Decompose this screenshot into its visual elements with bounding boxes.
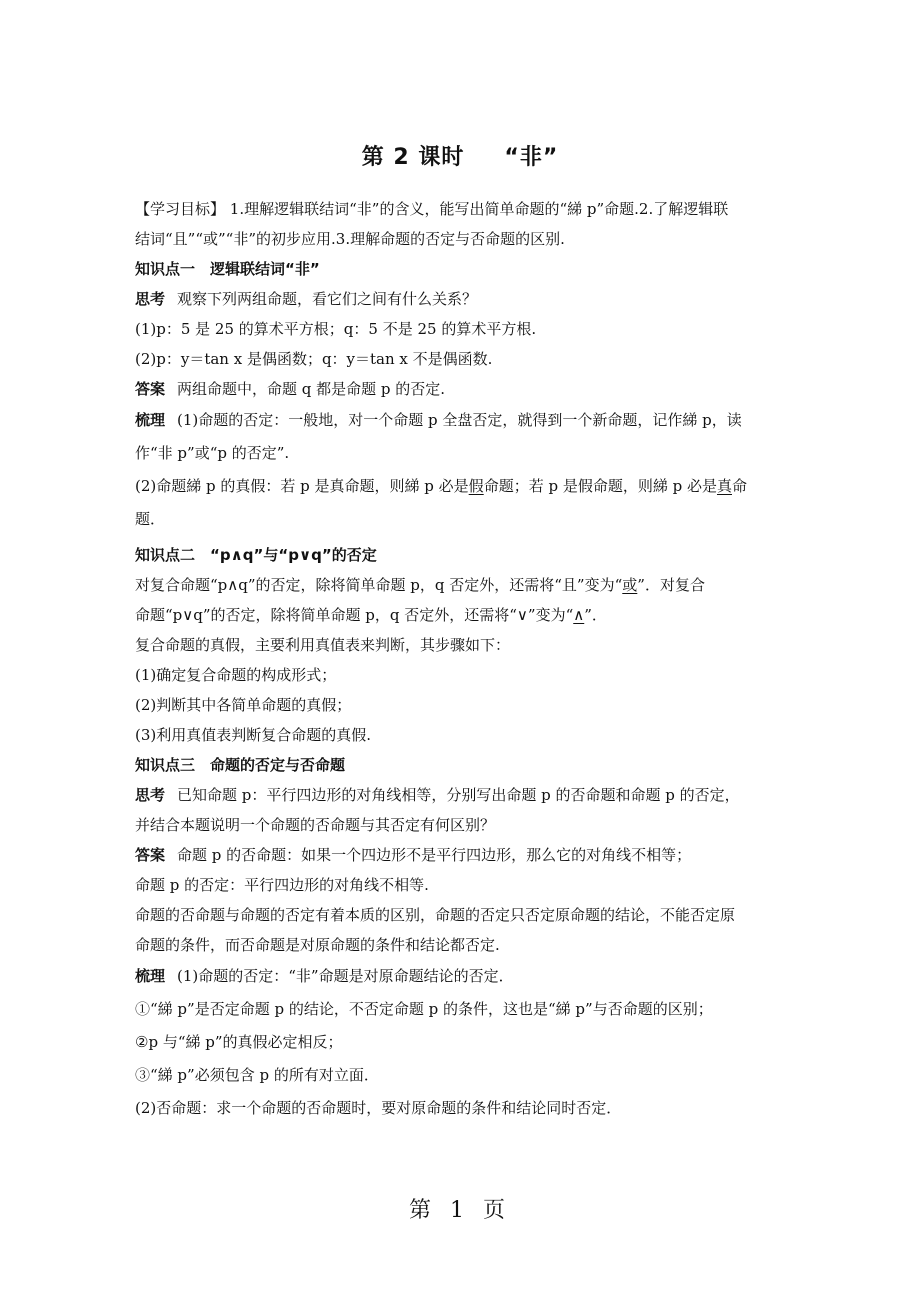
learning-goals-line-1 (135, 194, 785, 224)
learning-goals-tag: 【学习目标】 (135, 200, 226, 218)
section-heading-kp1: 知识点一 逻辑联结词“非” (135, 260, 320, 278)
kp1-example-2: (2)p：y＝tan x 是偶函数；q：y＝tan x 不是偶函数. (135, 350, 493, 368)
sort-label: 梳理 (135, 411, 166, 429)
kp3-answer-text: 命题 p 的否命题：如果一个四边形不是平行四边形，那么它的对角线不相等； (177, 846, 692, 864)
kp2-line-2-prefix: 命题“p∨q”的否定，除将简单命题 p，q 否定外，还需将“∨”变为“ (135, 606, 574, 624)
kp1-sort-1b: 作“非 p”或“p 的否定”. (135, 444, 290, 462)
kp2-line-1-suffix: ”．对复合 (637, 576, 705, 594)
think-label: 思考 (135, 290, 166, 308)
blank-answer-or: 或 (622, 576, 638, 594)
kp3-think-1 (135, 780, 785, 810)
kp2-step-3: (3)利用真值表判断复合命题的真假. (135, 726, 372, 744)
answer-label: 答案 (135, 380, 166, 398)
answer-text: 两组命题中，命题 q 都是命题 p 的否定. (177, 380, 446, 398)
document-body (135, 194, 785, 1125)
kp3-clause-2: ②p 与“綈 p”的真假必定相反； (135, 1033, 343, 1051)
kp1-answer (135, 374, 785, 404)
kp3-think-2: 并结合本题说明一个命题的否命题与其否定有何区别？ (135, 816, 496, 834)
sort-2a-middle: 命题；若 p 是假命题，则綈 p 必是 (483, 477, 717, 495)
kp2-line-2 (135, 600, 785, 630)
sort-text-1a: (1)命题的否定：一般地，对一个命题 p 全盘否定，就得到一个新命题，记作綈 p，读 (177, 411, 742, 429)
kp2-line-1-prefix: 对复合命题“p∧q”的否定，除将简单命题 p，q 否定外，还需将“且”变为“ (135, 576, 623, 594)
kp1-sort-1a (135, 404, 785, 437)
kp3-sort-1 (135, 960, 785, 993)
sort-2a-suffix: 命 (731, 477, 747, 495)
title-quote: “非” (504, 145, 559, 170)
kp1-example-1: (1)p：5 是 25 的算术平方根；q：5 不是 25 的算术平方根. (135, 320, 537, 338)
section-heading-kp3: 知识点三 命题的否定与否命题 (135, 756, 346, 774)
kp3-sort-2: (2)否命题：求一个命题的否命题时，要对原命题的条件和结论同时否定． (135, 1099, 622, 1117)
sort-2a-prefix: (2)命题綈 p 的真假：若 p 是真命题，则綈 p 必是 (135, 477, 469, 495)
kp1-sort-2b: 题． (135, 510, 166, 528)
page-title (0, 140, 920, 171)
kp2-step-2: (2)判断其中各简单命题的真假； (135, 696, 352, 714)
kp3-answer-4: 命题的条件，而否命题是对原命题的条件和结论都否定. (135, 936, 500, 954)
kp3-think-text-1: 已知命题 p：平行四边形的对角线相等，分别写出命题 p 的否命题和命题 p 的否定， (177, 786, 740, 804)
blank-answer-and: ∧ (573, 606, 585, 624)
sort-label: 梳理 (135, 967, 166, 985)
section-heading-kp2: 知识点二 “p∧q”与“p∨q”的否定 (135, 546, 377, 564)
title-label: 第 2 课时 (361, 145, 465, 170)
think-text: 观察下列两组命题，看它们之间有什么关系？ (177, 290, 478, 308)
page-number: 第 1 页 (409, 1198, 511, 1223)
kp3-answer-3: 命题的否命题与命题的否定有着本质的区别，命题的否定只否定原命题的结论，不能否定原 (135, 906, 736, 924)
kp3-sort-text-1: (1)命题的否定：“非”命题是对原命题结论的否定． (177, 967, 514, 985)
learning-goals-text-1: 1.理解逻辑联结词“非”的含义，能写出简单命题的“綈 p”命题.2.了解逻辑联 (229, 200, 729, 218)
kp2-line-3: 复合命题的真假，主要利用真值表来判断，其步骤如下： (135, 636, 511, 654)
answer-label: 答案 (135, 846, 166, 864)
learning-goals-line-2: 结词“且”“或”“非”的初步应用.3.理解命题的否定与否命题的区别. (135, 230, 565, 248)
kp2-step-1: (1)确定复合命题的构成形式； (135, 666, 337, 684)
kp3-answer-1 (135, 840, 785, 870)
blank-answer-true: 真 (716, 477, 732, 495)
kp3-clause-3: ③“綈 p”必须包含 p 的所有对立面． (135, 1066, 379, 1084)
blank-answer-false: 假 (468, 477, 484, 495)
kp3-answer-2: 命题 p 的否定：平行四边形的对角线不相等. (135, 876, 429, 894)
kp1-sort-2a (135, 470, 785, 503)
kp3-clause-1: ①“綈 p”是否定命题 p 的结论，不否定命题 p 的条件，这也是“綈 p”与否命题的区别； (135, 1000, 713, 1018)
kp2-line-2-suffix: ”． (584, 606, 607, 624)
think-label: 思考 (135, 786, 166, 804)
kp2-line-1 (135, 570, 785, 600)
kp1-think (135, 284, 785, 314)
